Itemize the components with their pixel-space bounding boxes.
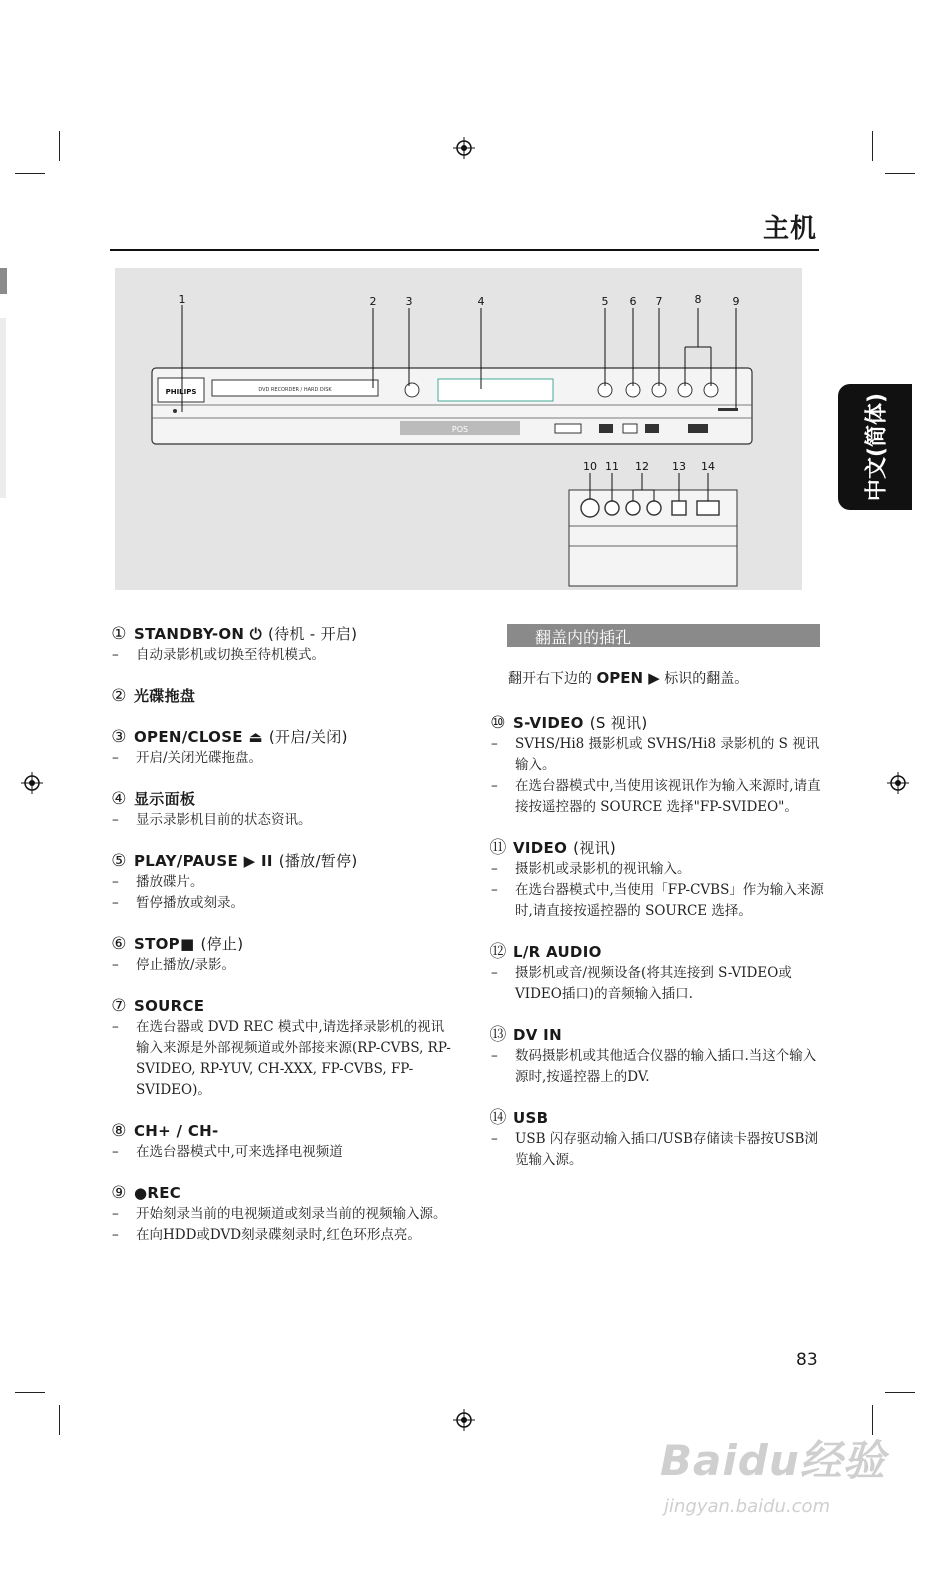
section-intro: [508, 668, 826, 688]
feature-number: ⑦: [111, 996, 127, 1016]
feature-item: [110, 727, 455, 769]
feature-item: [110, 789, 455, 831]
device-illustration: [115, 268, 802, 590]
watermark-logo: Baidu经验: [660, 1436, 886, 1485]
bullet-dash: –: [112, 1019, 119, 1035]
feature-heading: [489, 838, 827, 859]
registration-mark-icon: [887, 772, 909, 794]
edge-marker: [0, 318, 6, 498]
feature-number: ①: [111, 624, 127, 644]
feature-number: ⑭: [489, 1108, 507, 1128]
feature-description: [489, 859, 827, 880]
feature-title: USB: [513, 1109, 549, 1127]
bullet-dash: –: [112, 1144, 119, 1160]
callout-label: 10: [583, 460, 597, 473]
feature-number: ⑩: [490, 713, 506, 733]
description-text: 在选台器模式中,当使用「FP-CVBS」作为输入来源时,请直接按遥控器的 SOURCE 选择。: [515, 882, 824, 919]
callout-label: 2: [369, 295, 377, 308]
feature-item: [110, 934, 455, 976]
bullet-dash: –: [112, 812, 119, 828]
feature-item: [489, 942, 827, 1005]
callout-label: 1: [178, 293, 186, 306]
feature-title: S-VIDEO: [513, 714, 584, 732]
feature-heading: [110, 851, 455, 872]
registration-mark-icon: [21, 772, 43, 794]
feature-item: [489, 1108, 827, 1171]
feature-description: [110, 1142, 455, 1163]
right-column: [489, 713, 827, 1191]
callout-label: 6: [629, 295, 637, 308]
page-title: 主机: [762, 214, 817, 244]
feature-item: [110, 996, 455, 1101]
callout-label: 5: [601, 295, 609, 308]
strip-label: POS: [451, 425, 469, 434]
tray-label: DVD RECORDER / HARD DISK: [258, 387, 332, 393]
description-text: 开启/关闭光碟拖盘。: [136, 750, 263, 766]
feature-title: STOP■: [134, 935, 195, 953]
feature-note: (停止): [200, 935, 244, 953]
bullet-dash: –: [491, 1131, 498, 1147]
bullet-dash: –: [491, 778, 498, 794]
feature-note: (待机 - 开启): [267, 625, 358, 643]
intro-bold: OPEN ▶: [596, 669, 660, 687]
bullet-dash: –: [491, 736, 498, 752]
section-header-title: 翻盖内的插孔: [535, 628, 632, 647]
feature-title: OPEN/CLOSE ⏏: [134, 728, 263, 746]
feature-heading: [110, 1121, 455, 1142]
feature-description: [489, 734, 827, 776]
feature-description: [489, 776, 827, 818]
feature-number: ⑨: [111, 1183, 127, 1203]
crop-mark: [885, 173, 915, 174]
description-text: SVHS/Hi8 摄影机或 SVHS/Hi8 录影机的 S 视讯输入。: [515, 736, 820, 773]
feature-description: [489, 880, 827, 922]
feature-heading: [110, 1183, 455, 1204]
feature-title: 光碟拖盘: [134, 687, 196, 705]
feature-number: ②: [111, 686, 127, 706]
feature-description: [110, 893, 455, 914]
feature-title: 显示面板: [134, 790, 196, 808]
feature-note: (视讯): [573, 839, 617, 857]
section-header: [507, 624, 820, 647]
callout-label: 14: [701, 460, 715, 473]
feature-number: ④: [111, 789, 127, 809]
feature-number: ⑧: [111, 1121, 127, 1141]
feature-item: [110, 686, 455, 707]
description-text: 开始刻录当前的电视频道或刻录当前的视频输入源。: [136, 1206, 447, 1222]
description-text: 播放碟片。: [136, 874, 204, 890]
feature-title: DV IN: [513, 1026, 562, 1044]
feature-item: [110, 624, 455, 666]
feature-description: [110, 1204, 455, 1225]
feature-description: [489, 963, 827, 1005]
feature-heading: [110, 789, 455, 810]
bullet-dash: –: [491, 882, 498, 898]
feature-description: [110, 955, 455, 976]
description-text: 数码摄影机或其他适合仪器的输入插口.当这个输入源时,按遥控器上的DV.: [515, 1048, 817, 1085]
crop-mark: [59, 1405, 60, 1435]
feature-number: ③: [111, 727, 127, 747]
left-column: [110, 624, 455, 1266]
feature-heading: [489, 942, 827, 963]
feature-number: ⑥: [111, 934, 127, 954]
feature-item: [489, 713, 827, 818]
feature-number: ⑫: [489, 942, 507, 962]
language-tab-label: 中文(简体): [864, 392, 890, 502]
description-text: 在向HDD或DVD刻录碟刻录时,红色环形点亮。: [136, 1227, 421, 1243]
feature-title: L/R AUDIO: [513, 943, 602, 961]
feature-item: [110, 1183, 455, 1246]
watermark-url: jingyan.baidu.com: [664, 1496, 831, 1517]
feature-title: VIDEO: [513, 839, 568, 857]
bullet-dash: –: [491, 1048, 498, 1064]
callout-label: 8: [694, 293, 702, 306]
registration-mark-icon: [453, 1409, 475, 1431]
description-text: 摄影机或音/视频设备(将其连接到 S-VIDEO或VIDEO插口)的音频输入插口.: [515, 965, 792, 1002]
description-text: 停止播放/录影。: [136, 957, 236, 973]
description-text: 在选台器模式中,当使用该视讯作为输入来源时,请直接按遥控器的 SOURCE 选择"FP-SVIDEO"。: [515, 778, 821, 815]
feature-heading: [489, 713, 827, 734]
bullet-dash: –: [112, 1206, 119, 1222]
description-text: USB 闪存驱动输入插口/USB存储读卡器按USB浏览输入源。: [515, 1131, 818, 1168]
description-text: 摄影机或录影机的视讯输入。: [515, 861, 691, 877]
feature-description: [110, 810, 455, 831]
feature-heading: [110, 686, 455, 707]
feature-title: PLAY/PAUSE ▶ II: [134, 852, 273, 870]
device-diagram: [115, 268, 802, 590]
feature-number: ⑬: [489, 1025, 507, 1045]
crop-mark: [15, 1392, 45, 1393]
feature-title: ●REC: [134, 1184, 182, 1202]
language-tab: [838, 384, 912, 510]
intro-text: 标识的翻盖。: [664, 671, 749, 687]
callout-label: 13: [672, 460, 686, 473]
feature-number: ⑤: [111, 851, 127, 871]
crop-mark: [15, 173, 45, 174]
feature-heading: [110, 934, 455, 955]
feature-description: [110, 645, 455, 666]
description-text: 自动录影机或切换至待机模式。: [136, 647, 325, 663]
intro-text: 翻开右下边的: [508, 671, 592, 687]
feature-item: [110, 1121, 455, 1163]
feature-item: [110, 851, 455, 914]
feature-heading: [489, 1108, 827, 1129]
feature-item: [489, 838, 827, 922]
feature-item: [489, 1025, 827, 1088]
description-text: 暂停播放或刻录。: [136, 895, 244, 911]
title-divider: [110, 249, 819, 251]
callout-label: 3: [405, 295, 413, 308]
description-text: 在选台器模式中,可来选择电视频道: [136, 1144, 343, 1160]
callout-label: 11: [605, 460, 619, 473]
feature-heading: [110, 624, 455, 645]
feature-heading: [110, 996, 455, 1017]
feature-title: SOURCE: [134, 997, 205, 1015]
bullet-dash: –: [491, 861, 498, 877]
feature-description: [489, 1046, 827, 1088]
callout-label: 4: [477, 295, 485, 308]
feature-title: CH+ / CH-: [134, 1122, 219, 1140]
edge-marker: [0, 268, 7, 294]
feature-description: [110, 1225, 455, 1246]
bullet-dash: –: [112, 957, 119, 973]
feature-note: (播放/暂停): [278, 852, 358, 870]
feature-description: [489, 1129, 827, 1171]
feature-number: ⑪: [489, 838, 507, 858]
feature-note: (开启/关闭): [268, 728, 348, 746]
feature-description: [110, 872, 455, 893]
page-number: 83: [796, 1350, 818, 1370]
description-text: 显示录影机目前的状态资讯。: [136, 812, 312, 828]
feature-heading: [489, 1025, 827, 1046]
bullet-dash: –: [491, 965, 498, 981]
registration-mark-icon: [453, 137, 475, 159]
bullet-dash: –: [112, 647, 119, 663]
bullet-dash: –: [112, 1227, 119, 1243]
feature-note: (S 视讯): [589, 714, 648, 732]
feature-description: [110, 1017, 455, 1101]
brand-logo: PHILIPS: [165, 388, 197, 396]
callout-label: 9: [732, 295, 740, 308]
description-text: 在选台器或 DVD REC 模式中,请选择录影机的视讯输入来源是外部视频道或外部接来源(RP-CVBS, RP-SVIDEO, RP-YUV, CH-XXX, FP-CVBS, FP-SVIDEO)。: [136, 1019, 451, 1098]
bullet-dash: –: [112, 874, 119, 890]
feature-heading: [110, 727, 455, 748]
callout-label: 7: [655, 295, 663, 308]
crop-mark: [885, 1392, 915, 1393]
callout-label: 12: [635, 460, 649, 473]
feature-description: [110, 748, 455, 769]
bullet-dash: –: [112, 895, 119, 911]
crop-mark: [59, 131, 60, 161]
feature-title: STANDBY-ON ⏻: [134, 625, 262, 643]
bullet-dash: –: [112, 750, 119, 766]
crop-mark: [872, 131, 873, 161]
